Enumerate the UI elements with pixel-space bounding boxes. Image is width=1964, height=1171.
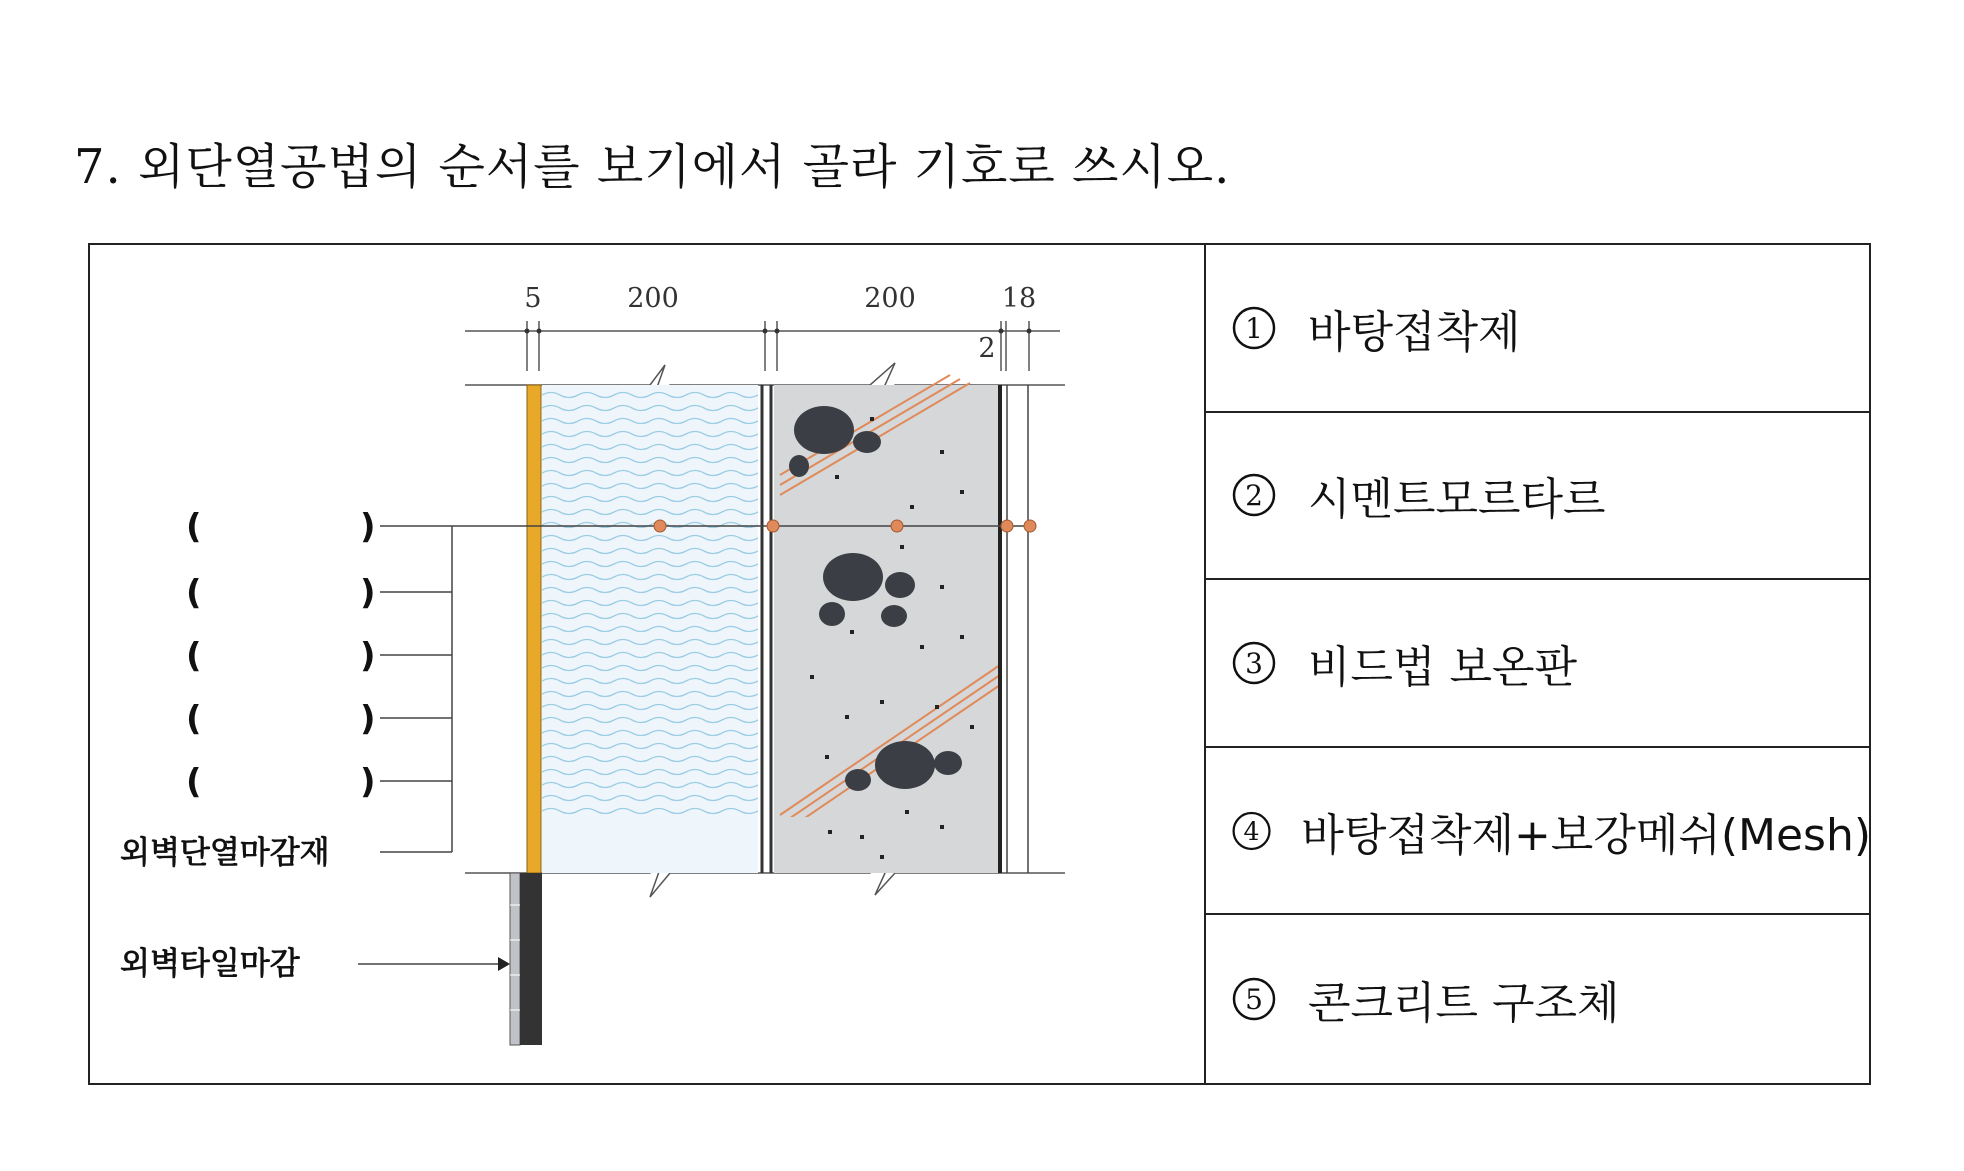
blank-5-close: )	[360, 762, 376, 802]
dim-2-label: 2	[978, 333, 996, 364]
option-1	[1206, 245, 1871, 413]
circled-number-5	[1230, 976, 1294, 1022]
blank-1-close: )	[360, 507, 376, 547]
dim-200-concrete-label: 200	[864, 283, 916, 314]
blank-5-open: (	[186, 762, 202, 802]
option-5-label: 콘크리트 구조체	[1308, 978, 1620, 1030]
question-frame	[88, 243, 1871, 1085]
svg-text:3: 3	[1245, 646, 1263, 680]
svg-text:2: 2	[1245, 479, 1263, 513]
svg-text:1: 1	[1245, 311, 1263, 345]
tile-arrowhead	[498, 957, 510, 971]
option-3-label: 비드법 보온판	[1308, 641, 1578, 693]
blank-1-open: (	[186, 507, 202, 547]
blank-labels	[186, 507, 376, 802]
circled-number-3	[1230, 640, 1294, 686]
blank-4-close: )	[360, 699, 376, 739]
dim-18-label: 18	[1001, 283, 1037, 314]
tile-backing	[520, 873, 542, 1045]
svg-text:5: 5	[1245, 983, 1263, 1017]
option-1-label: 바탕접착제	[1308, 306, 1521, 358]
answer-options	[1204, 245, 1871, 1083]
option-4-label: 바탕접착제+보강메쉬(Mesh)	[1301, 809, 1871, 861]
blank-2-open: (	[186, 573, 202, 613]
blank-3-close: )	[360, 636, 376, 676]
blank-2-close: )	[360, 573, 376, 613]
question-text: 7. 외단열공법의 순서를 보기에서 골라 기호로 쓰시오.	[74, 139, 1231, 195]
tile-finish-label: 외벽타일마감	[120, 946, 300, 982]
finish-material-label: 외벽단열마감재	[120, 835, 330, 871]
option-4	[1206, 748, 1871, 916]
blank-4-open: (	[186, 699, 202, 739]
dim-200-insulation-label: 200	[627, 283, 679, 314]
dimension-ticks	[527, 321, 1029, 371]
option-2	[1206, 413, 1871, 581]
dim-5-label: 5	[524, 283, 542, 314]
svg-text:4: 4	[1243, 816, 1260, 846]
tile-finish	[510, 873, 520, 1045]
blank-3-open: (	[186, 636, 202, 676]
label-bracket	[380, 526, 452, 852]
circled-number-2	[1230, 472, 1294, 518]
option-5	[1206, 915, 1871, 1083]
circled-number-1	[1230, 305, 1294, 351]
finish-layer	[527, 385, 541, 873]
wall-section-diagram	[90, 245, 1205, 1083]
option-3	[1206, 580, 1871, 748]
option-2-label: 시멘트모르타르	[1308, 474, 1606, 526]
wall-section-svg	[90, 245, 1205, 1083]
circled-number-4	[1230, 808, 1287, 854]
